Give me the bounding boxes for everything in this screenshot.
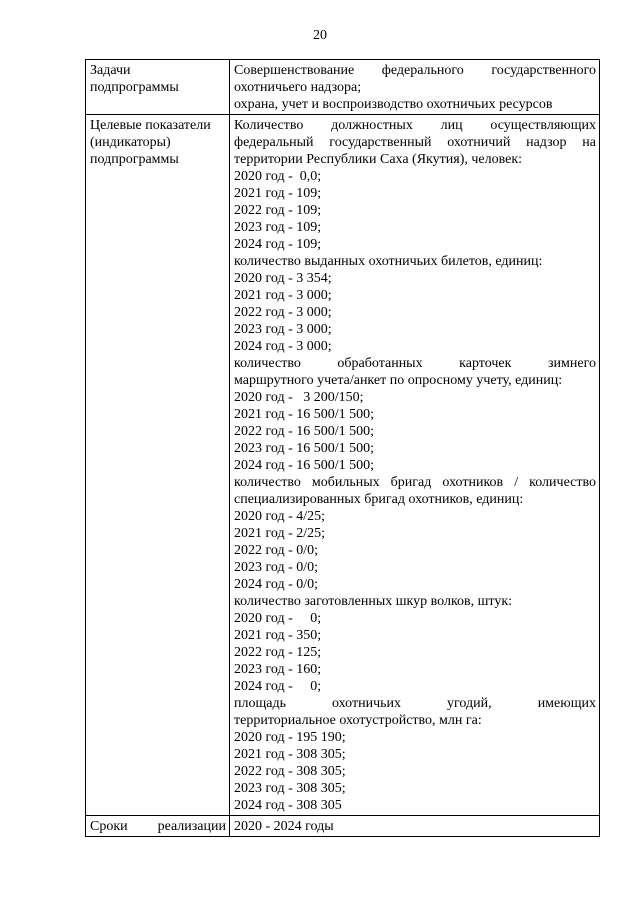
indicators-value-line: 2021 год - 3 000; xyxy=(234,288,332,303)
indicators-value-line: Количество должностных лиц осуществляющих xyxy=(234,118,596,133)
indicators-value-line: 2020 год - 0,0; xyxy=(234,169,322,184)
indicators-value-line: 2021 год - 16 500/1 500; xyxy=(234,407,375,422)
indicators-value-line: 2022 год - 308 305; xyxy=(234,764,346,779)
indicators-value-line: 2022 год - 109; xyxy=(234,203,322,218)
indicators-value-line: 2020 год - 3 200/150; xyxy=(234,390,364,405)
indicators-value-line: 2023 год - 308 305; xyxy=(234,781,346,796)
indicators-label-line: подпрограммы xyxy=(90,152,179,167)
indicators-value-line: 2023 год - 160; xyxy=(234,662,322,677)
page-number: 20 xyxy=(313,28,327,43)
indicators-value-line: 2021 год - 2/25; xyxy=(234,526,326,541)
indicators-value-line: 2023 год - 109; xyxy=(234,220,322,235)
tasks-value-line: охрана, учет и воспроизводство охотничьих ресурсов xyxy=(234,97,553,112)
indicators-value-line: федеральный государственный охотничий надзор на xyxy=(234,135,596,150)
indicators-value-line: количество выданных охотничьих билетов, единиц: xyxy=(234,254,543,269)
deadline-value-cell xyxy=(230,816,600,837)
tasks-value-line: охотничьего надзора; xyxy=(234,80,362,95)
table-row-indicators xyxy=(86,115,600,816)
indicators-value-line: 2023 год - 0/0; xyxy=(234,560,319,575)
indicators-value-line: 2020 год - 4/25; xyxy=(234,509,326,524)
indicators-value-line: территориальное охотустройство, млн га: xyxy=(234,713,482,728)
indicators-value-line: количество обработанных карточек зимнего xyxy=(234,356,596,371)
deadline-label-cell xyxy=(86,816,230,837)
indicators-value-line: 2020 год - 195 190; xyxy=(234,730,346,745)
indicators-value-line: 2023 год - 16 500/1 500; xyxy=(234,441,375,456)
table-row-tasks xyxy=(86,60,600,115)
subprogram-passport-table xyxy=(85,59,600,837)
indicators-value-line: специализированных бригад охотников, единиц: xyxy=(234,492,524,507)
indicators-value-line: 2024 год - 3 000; xyxy=(234,339,332,354)
tasks-label-line: Задачи xyxy=(90,63,131,78)
indicators-value-line: 2022 год - 3 000; xyxy=(234,305,332,320)
indicators-value-line: 2022 год - 0/0; xyxy=(234,543,319,558)
indicators-value-line: 2021 год - 109; xyxy=(234,186,322,201)
indicators-value-line: 2023 год - 3 000; xyxy=(234,322,332,337)
indicators-value-line: маршрутного учета/анкет по опросному учету, единиц: xyxy=(234,373,563,388)
indicators-value-line: 2024 год - 109; xyxy=(234,237,322,252)
indicators-value-line: 2024 год - 0; xyxy=(234,679,322,694)
indicators-value-line: 2024 год - 0/0; xyxy=(234,577,319,592)
indicators-value-line: количество заготовленных шкур волков, штук: xyxy=(234,594,513,609)
indicators-label-cell xyxy=(86,115,230,816)
indicators-label-line: (индикаторы) xyxy=(90,135,171,150)
indicators-value-line: 2024 год - 16 500/1 500; xyxy=(234,458,375,473)
indicators-value-line: площадь охотничьих угодий, имеющих xyxy=(234,696,596,711)
tasks-label-cell xyxy=(86,60,230,115)
tasks-value-line: Совершенствование федерального государственного xyxy=(234,63,596,78)
indicators-label-line: Целевые показатели xyxy=(90,118,211,133)
deadline-label: Сроки реализации xyxy=(90,819,226,834)
indicators-value-line: 2021 год - 350; xyxy=(234,628,322,643)
indicators-value-line: 2021 год - 308 305; xyxy=(234,747,346,762)
indicators-value-line: 2024 год - 308 305 xyxy=(234,798,342,813)
tasks-label-line: подпрограммы xyxy=(90,80,179,95)
indicators-value-line: 2022 год - 125; xyxy=(234,645,322,660)
indicators-value-line: 2022 год - 16 500/1 500; xyxy=(234,424,375,439)
indicators-value-cell xyxy=(230,115,600,816)
table-row-deadline xyxy=(86,816,600,837)
indicators-value-line: 2020 год - 0; xyxy=(234,611,322,626)
deadline-value: 2020 - 2024 годы xyxy=(234,819,334,834)
indicators-value-line: количество мобильных бригад охотников / количество xyxy=(234,475,596,490)
indicators-value-line: территории Республики Саха (Якутия), человек: xyxy=(234,152,523,167)
tasks-value-cell xyxy=(230,60,600,115)
indicators-value-line: 2020 год - 3 354; xyxy=(234,271,332,286)
